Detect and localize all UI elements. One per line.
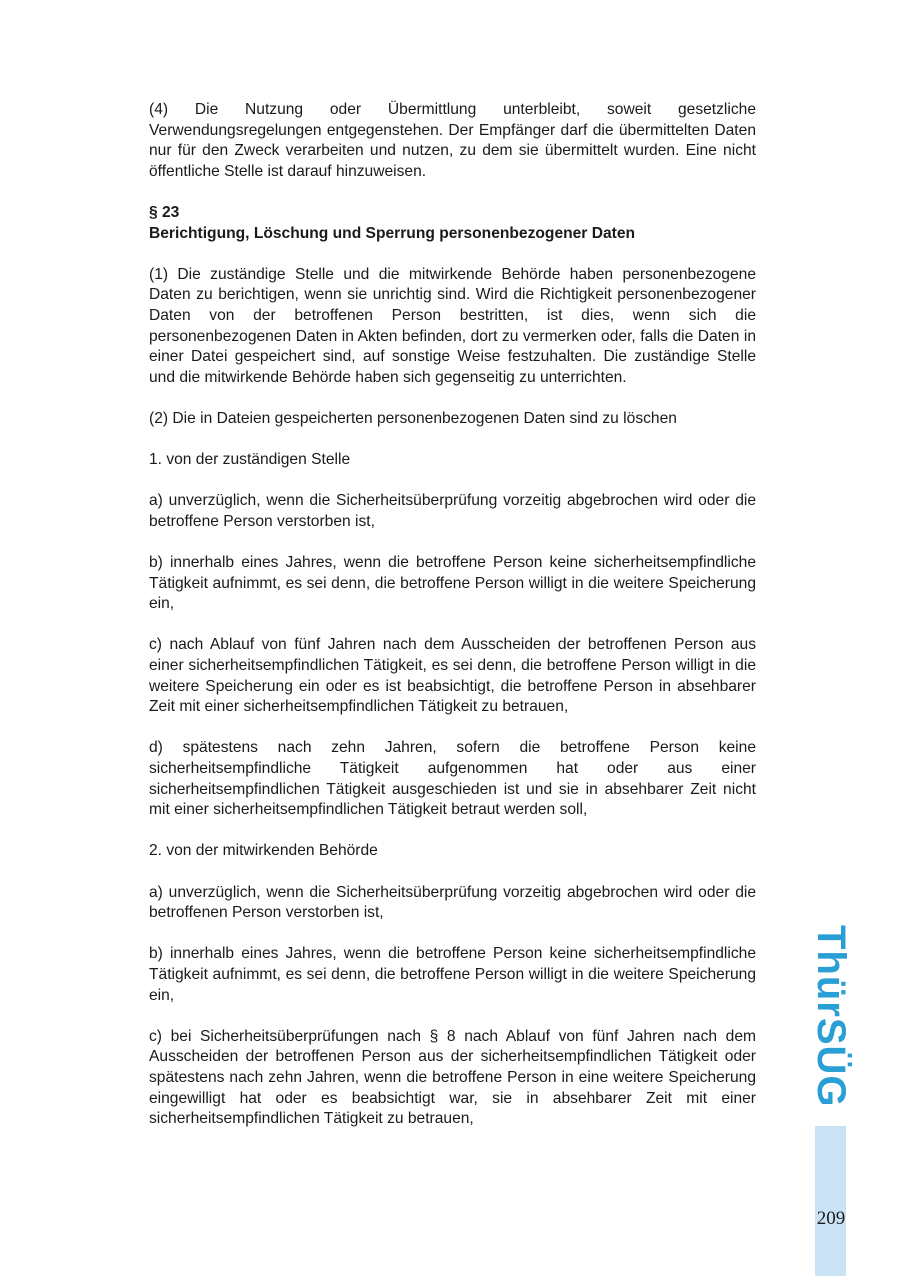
list-item-2b: b) innerhalb eines Jahres, wenn die betroffene Person keine sicherheitsempfindliche Tätigkeit aufnimmt, es sei denn, die betroffene Person willigt in die weitere Speicherung ein, (149, 945, 756, 1004)
paragraph-4: (4) Die Nutzung oder Übermittlung unterbleibt, soweit gesetzliche Verwendungsregelungen entgegenstehen. Der Empfänger darf die übermittelten Daten nur für den Zweck verarbeiten und nutzen, zu dem sie übermittelt wurden. Eine nicht öffentliche Stelle ist darauf hinzuweisen. (149, 101, 756, 180)
list-item-1b: b) innerhalb eines Jahres, wenn die betroffene Person keine sicherheitsempfindliche Tätigkeit aufnimmt, es sei denn, die betroffene Person willigt in die weitere Speicherung ein, (149, 554, 756, 613)
paragraph-2: (2) Die in Dateien gespeicherten personenbezogenen Daten sind zu löschen (149, 409, 677, 427)
list-item-2c: c) bei Sicherheitsüberprüfungen nach § 8 nach Ablauf von fünf Jahren nach dem Ausscheiden der betroffenen Person aus der sicherheitsempfindlichen Tätigkeit oder spätestens nach zehn Jahren, wenn die betroffene Person in eine weitere Speicherung eingewilligt hat oder es beabsichtigt war, sie in absehbarer Zeit mit einer sicherheitsempfindlichen Tätigkeit zu betrauen, (149, 1027, 756, 1128)
list-item-1c: c) nach Ablauf von fünf Jahren nach dem Ausscheiden der betroffenen Person aus einer sicherheitsempfindlichen Tätigkeit, es sei denn, die betroffene Person willigt in die weitere Speicherung ein oder es ist beabsichtigt, die betroffene Person in absehbarer Zeit mit einer sicherheitsempfindlichen Tätigkeit zu betrauen, (149, 636, 756, 716)
list-item-2: 2. von der mitwirkenden Behörde (149, 842, 378, 860)
list-item-2a: a) unverzüglich, wenn die Sicherheitsüberprüfung vorzeitig abgebrochen wird oder die betroffenen Person verstorben ist, (149, 883, 756, 922)
page-body (149, 100, 756, 1130)
list-item-1d: d) spätestens nach zehn Jahren, sofern die betroffene Person keine sicherheitsempfindliche Tätigkeit aufgenommen hat oder aus einer sicherheitsempfindlichen Tätigkeit ausgeschieden ist und sie in absehbarer Zeit nicht mit einer sicherheitsempfindlichen Tätigkeit betraut werden soll, (149, 739, 756, 819)
list-item-1: 1. von der zuständigen Stelle (149, 451, 351, 469)
list-item-1a: a) unverzüglich, wenn die Sicherheitsüberprüfung vorzeitig abgebrochen wird oder die betroffene Person verstorben ist, (149, 492, 756, 530)
chapter-side-tab: ThürSÜG (809, 925, 853, 1108)
paragraph-1: (1) Die zuständige Stelle und die mitwirkende Behörde haben personenbezogene Daten zu berichtigen, wenn sie unrichtig sind. Wird die Richtigkeit personenbezogener Daten von der betroffenen Person bestritten, ist dies, wenn sich die personenbezogenen Daten in Akten befinden, dort zu vermerken oder, falls die Daten in einer Datei gespeichert sind, auf sonstige Weise festzuhalten. Die zuständige Stelle und die mitwirkende Behörde haben sich gegenseitig zu unterrichten. (149, 265, 756, 386)
page-number: 209 (816, 1208, 846, 1229)
section-title: Berichtigung, Löschung und Sperrung personenbezogener Daten (149, 224, 636, 242)
page-tab-bar (815, 1126, 846, 1276)
section-number: § 23 (149, 203, 180, 221)
